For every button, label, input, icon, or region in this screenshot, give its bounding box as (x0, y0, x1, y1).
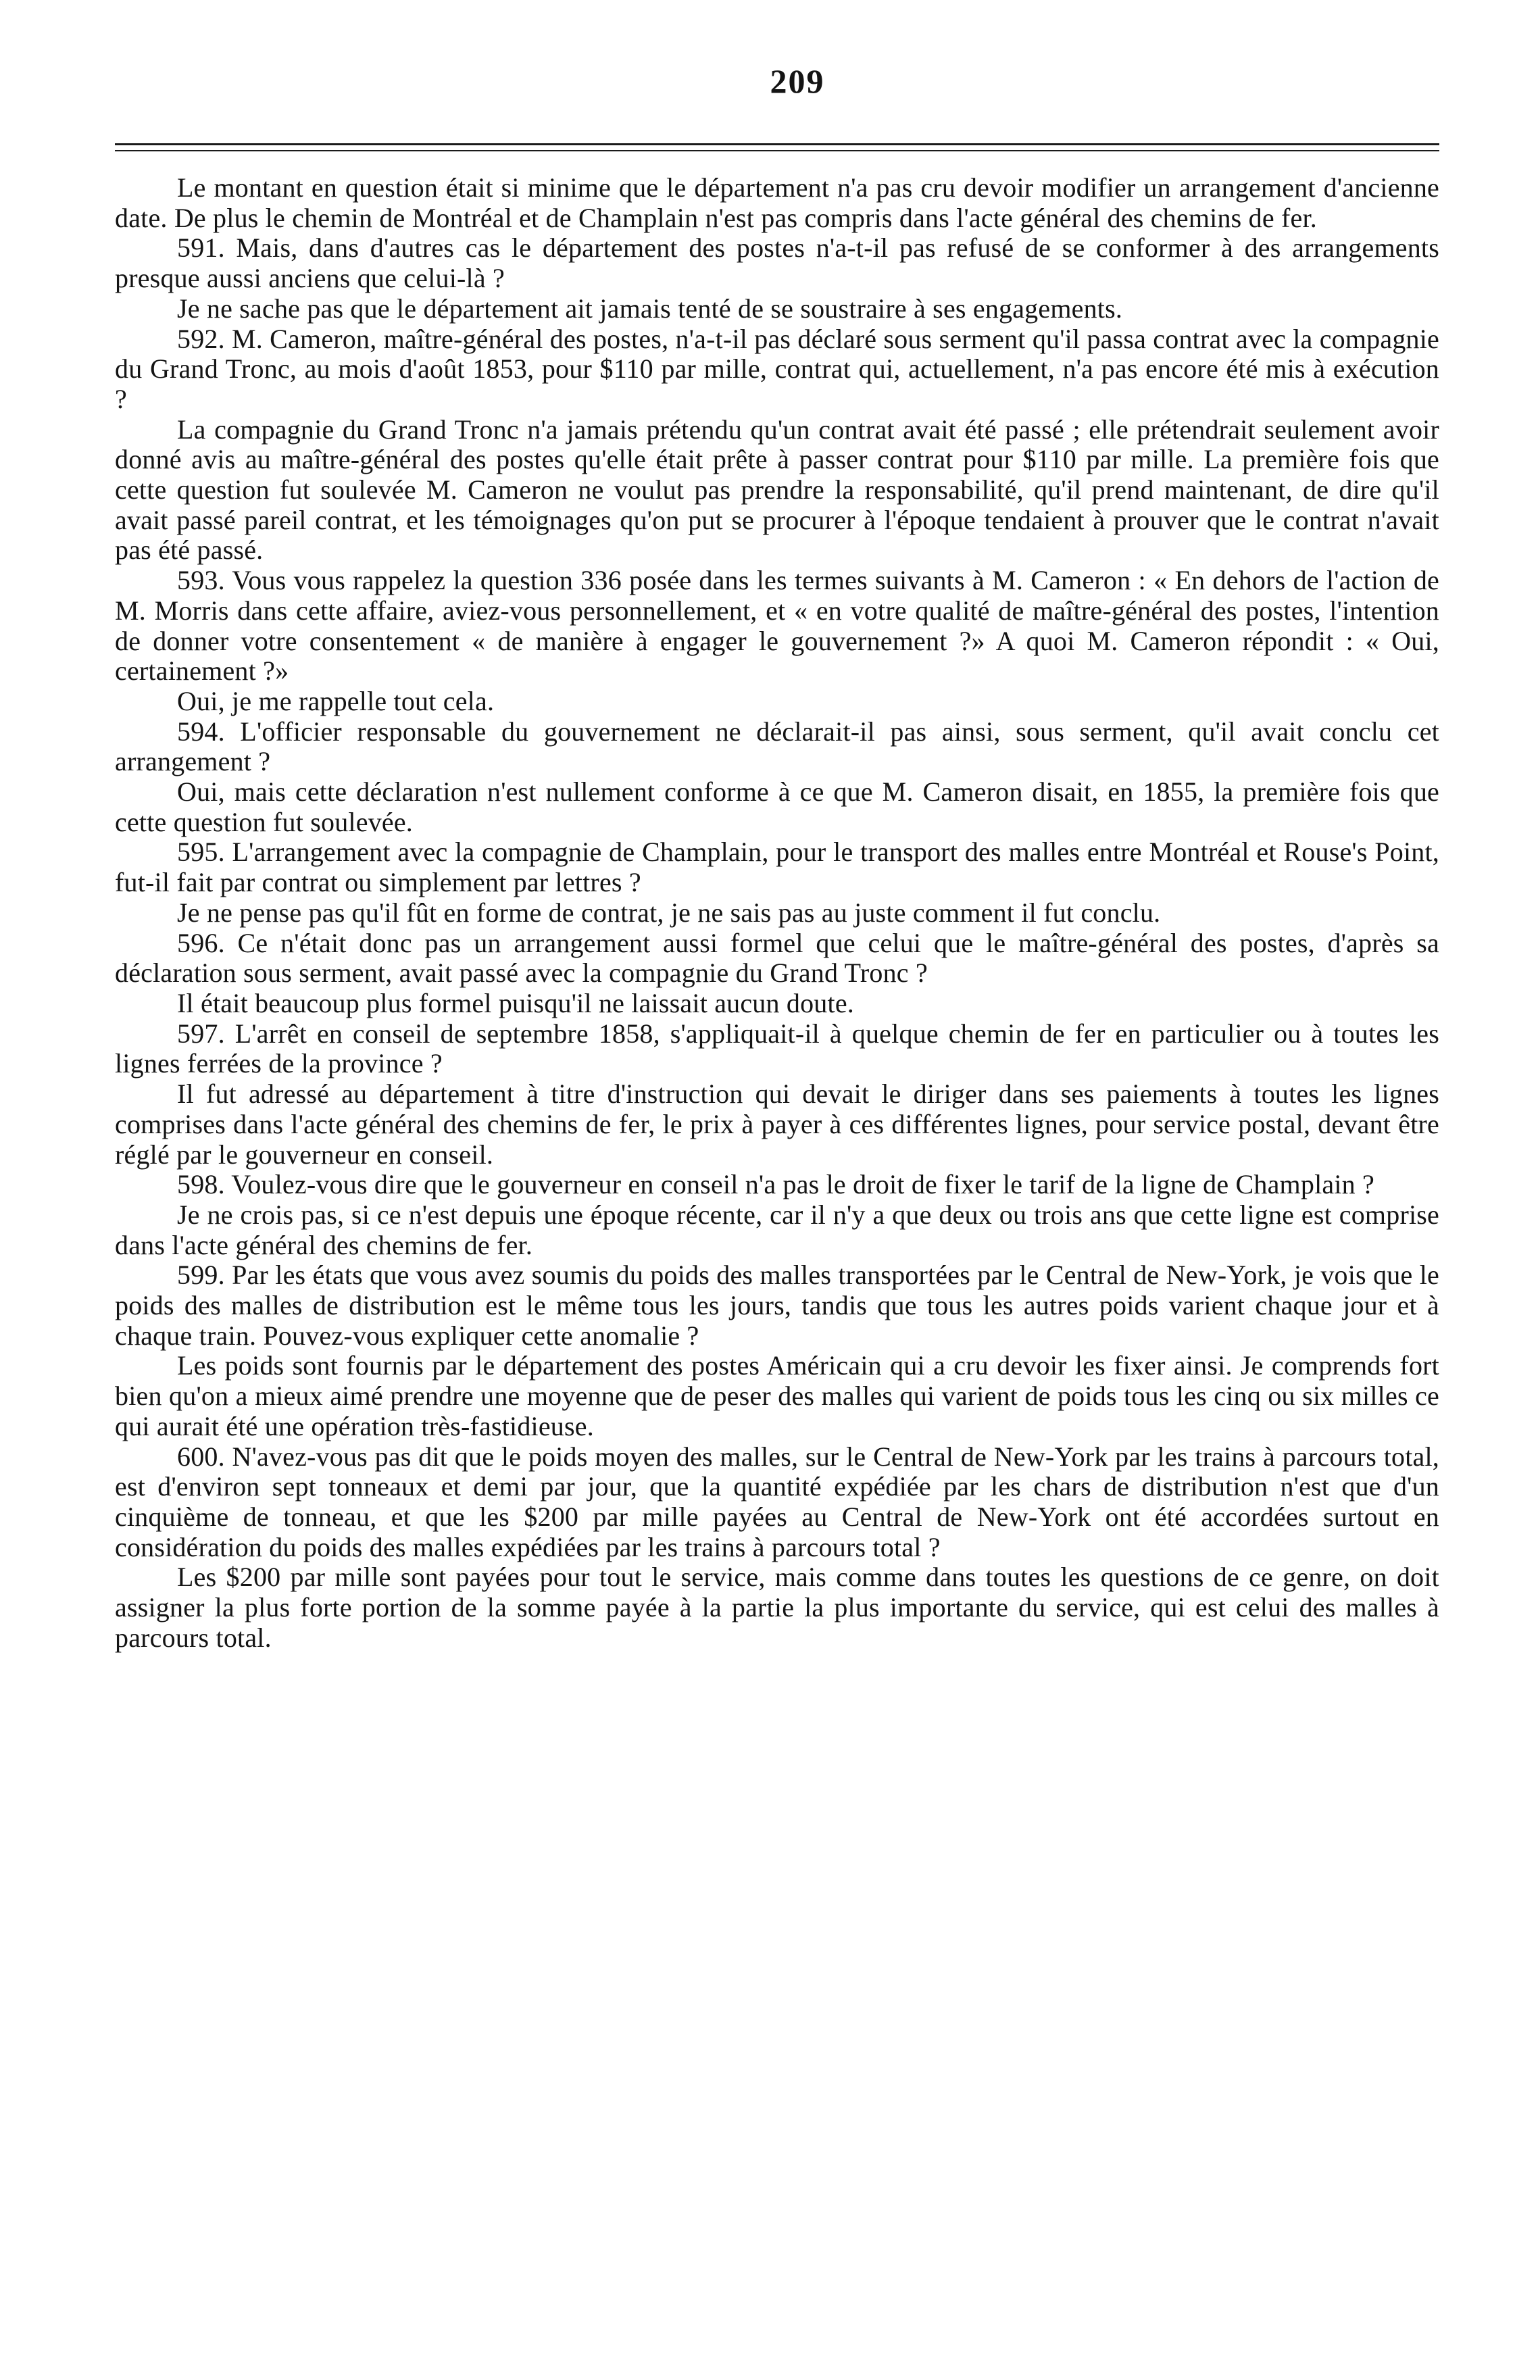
header-rule-bottom (115, 150, 1439, 151)
paragraph: Oui, je me rappelle tout cela. (177, 685, 495, 716)
paragraph: La compagnie du Grand Tronc n'a jamais prétendu qu'un contrat avait été passé ; elle prétendrait seulement avoir donné avis au maître-général des postes qu'elle était prête à passer contrat pour $110 par mille. La première fois que cette question fut soulevée M. Cameron ne voulut pas prendre la responsabilité, qu'il prend maintenant, de dire qu'il avait passé pareil contrat, et les témoignages qu'on put se procurer à l'époque tendaient à prouver que le contrat n'avait pas été passé. (115, 414, 1439, 566)
paragraph: 594. L'officier responsable du gouvernement ne déclarait-il pas ainsi, sous serment, qu'il avait conclu cet arrangement ? (115, 716, 1439, 777)
paragraph: Je ne sache pas que le département ait jamais tenté de se soustraire à ses engagements. (177, 293, 1123, 324)
document-page (115, 61, 1439, 1653)
paragraph: Oui, mais cette déclaration n'est nullement conforme à ce que M. Cameron disait, en 1855, la première fois que cette question fut soulevée. (115, 776, 1439, 837)
paragraph: 596. Ce n'était donc pas un arrangement aussi formel que celui que le maître-général des postes, d'après sa déclaration sous serment, avait passé avec la compagnie du Grand Tronc ? (115, 927, 1439, 989)
paragraph: Il fut adressé au département à titre d'instruction qui devait le diriger dans ses paiements à toutes les lignes comprises dans l'acte général des chemins de fer, le prix à payer à ces différentes lignes, pour service postal, devant être réglé par le gouverneur en conseil. (115, 1079, 1439, 1170)
paragraph: 597. L'arrêt en conseil de septembre 1858, s'appliquait-il à quelque chemin de fer en particulier ou à toutes les lignes ferrées de la province ? (115, 1018, 1439, 1079)
paragraph: 599. Par les états que vous avez soumis du poids des malles transportées par le Central de New-York, je vois que le poids des malles de distribution est le même tous les jours, tandis que tous les autres poids varient chaque jour et à chaque train. Pouvez-vous expliquer cette anomalie ? (115, 1260, 1439, 1351)
paragraph: Je ne pense pas qu'il fût en forme de contrat, je ne sais pas au juste comment il fut conclu. (177, 897, 1161, 928)
header-rule-top (115, 143, 1439, 145)
paragraph: 600. N'avez-vous pas dit que le poids moyen des malles, sur le Central de New-York par les trains à parcours total, est d'environ sept tonneaux et demi par jour, que la quantité expédiée par les chars de distribution n'est que d'un cinquième de tonneau, et que les $200 par mille payées au Central de New-York ont été accordées surtout en considération du poids des malles expédiées par les trains à parcours total ? (115, 1441, 1439, 1562)
paragraph: Les poids sont fournis par le département des postes Américain qui a cru devoir les fixer ainsi. Je comprends fort bien qu'on a mieux aimé prendre une moyenne que de peser des malles qui varient de poids tous les cinq ou six milles ce qui aurait été une opération très-fastidieuse. (115, 1350, 1439, 1441)
paragraph: 592. M. Cameron, maître-général des postes, n'a-t-il pas déclaré sous serment qu'il passa contrat avec la compagnie du Grand Tronc, au mois d'août 1853, pour $110 par mille, contrat qui, actuellement, n'a pas encore été mis à exécution ? (115, 323, 1439, 414)
page-number: 209 (770, 62, 825, 100)
paragraph: Il était beaucoup plus formel puisqu'il ne laissait aucun doute. (177, 987, 854, 1018)
paragraph: Les $200 par mille sont payées pour tout le service, mais comme dans toutes les questions de ce genre, on doit assigner la plus forte portion de la somme payée à la partie la plus importante du service, qui est celui des malles à parcours total. (115, 1562, 1439, 1653)
body-text (115, 173, 1439, 1653)
paragraph: 593. Vous vous rappelez la question 336 posée dans les termes suivants à M. Cameron : « En dehors de l'action de M. Morris dans cette affaire, aviez-vous personnellement, et « en votre qualité de maître-général des postes, l'intention de donner votre consentement « de manière à engager le gouvernement ?» A quoi M. Cameron répondit : « Oui, certainement ?» (115, 565, 1439, 687)
paragraph: 595. L'arrangement avec la compagnie de Champlain, pour le transport des malles entre Montréal et Rouse's Point, fut-il fait par contrat ou simplement par lettres ? (115, 837, 1439, 898)
paragraph: 591. Mais, dans d'autres cas le département des postes n'a-t-il pas refusé de se conformer à des arrangements presque aussi anciens que celui-là ? (115, 232, 1439, 294)
paragraph: Je ne crois pas, si ce n'est depuis une époque récente, car il n'y a que deux ou trois ans que cette ligne est comprise dans l'acte général des chemins de fer. (115, 1199, 1439, 1260)
paragraph: Le montant en question était si minime que le département n'a pas cru devoir modifier un arrangement d'ancienne date. De plus le chemin de Montréal et de Champlain n'est pas compris dans l'acte général des chemins de fer. (115, 172, 1439, 233)
paragraph: 598. Voulez-vous dire que le gouverneur en conseil n'a pas le droit de fixer le tarif de la ligne de Champlain ? (177, 1169, 1375, 1200)
